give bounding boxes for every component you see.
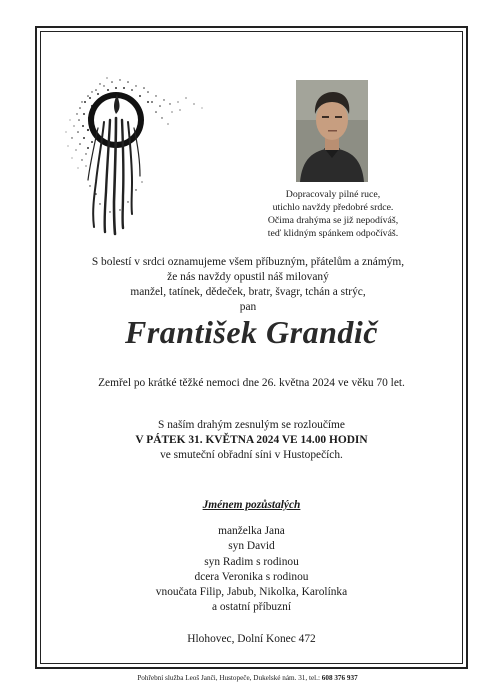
poem-line: utichlo navždy předobré srdce.	[272, 202, 394, 213]
portrait-photo	[296, 80, 368, 182]
announcement-line: že nás navždy opustil náš milovaný	[167, 271, 329, 283]
death-notice: Zemřel po krátké těžké nemoci dne 26. května 2024 ve věku 70 let.	[98, 377, 405, 389]
footer-phone: 608 376 937	[321, 674, 358, 682]
mourner: manželka Jana	[218, 525, 285, 537]
death-announcement	[60, 255, 436, 315]
funeral-venue: ve smuteční obřadní síni v Hustopečích.	[160, 449, 343, 461]
announcement-line: pan	[239, 301, 257, 313]
mourner: dcera Veronika s rodinou	[194, 570, 309, 583]
announcement-line: S bolestí v srdci oznamujeme všem příbuzným, přátelům a známým,	[91, 256, 405, 268]
funeral-datetime: V PÁTEK 31. KVĚTNA 2024 VE 14.00 HODIN	[135, 434, 368, 446]
footer-text: Pohřební služba Leoš Janči, Hustopeče, Dukelské nám. 31, tel.:	[137, 674, 322, 682]
funeral-intro: S naším drahým zesnulým se rozloučíme	[158, 419, 345, 431]
deceased-name: František Grandič	[125, 314, 378, 350]
memorial-poem	[258, 188, 408, 240]
mourner: a ostatní příbuzní	[211, 601, 292, 614]
funeral-service-footer	[0, 673, 495, 683]
mourner: syn Radim s rodinou	[204, 555, 299, 568]
mourner: syn David	[228, 540, 275, 553]
funeral-info	[40, 418, 463, 463]
family-address: Hlohovec, Dolní Konec 472	[187, 633, 316, 645]
poem-line: teď klidným spánkem odpočíváš.	[267, 228, 399, 239]
mourners-heading	[40, 498, 463, 513]
poem-line: Dopracovaly pilné ruce,	[285, 189, 381, 200]
mourners-list	[40, 524, 463, 616]
announcement-line: manžel, tatínek, dědeček, bratr, švagr, tchán a strýc,	[130, 286, 366, 298]
mourners-heading-text: Jménem pozůstalých	[202, 499, 301, 511]
poem-line: Očima drahýma se již nepodíváš,	[267, 215, 399, 226]
mourner: vnoučata Filip, Jabub, Nikolka, Karolínka	[155, 586, 348, 599]
sun-candle-illustration	[52, 62, 212, 237]
